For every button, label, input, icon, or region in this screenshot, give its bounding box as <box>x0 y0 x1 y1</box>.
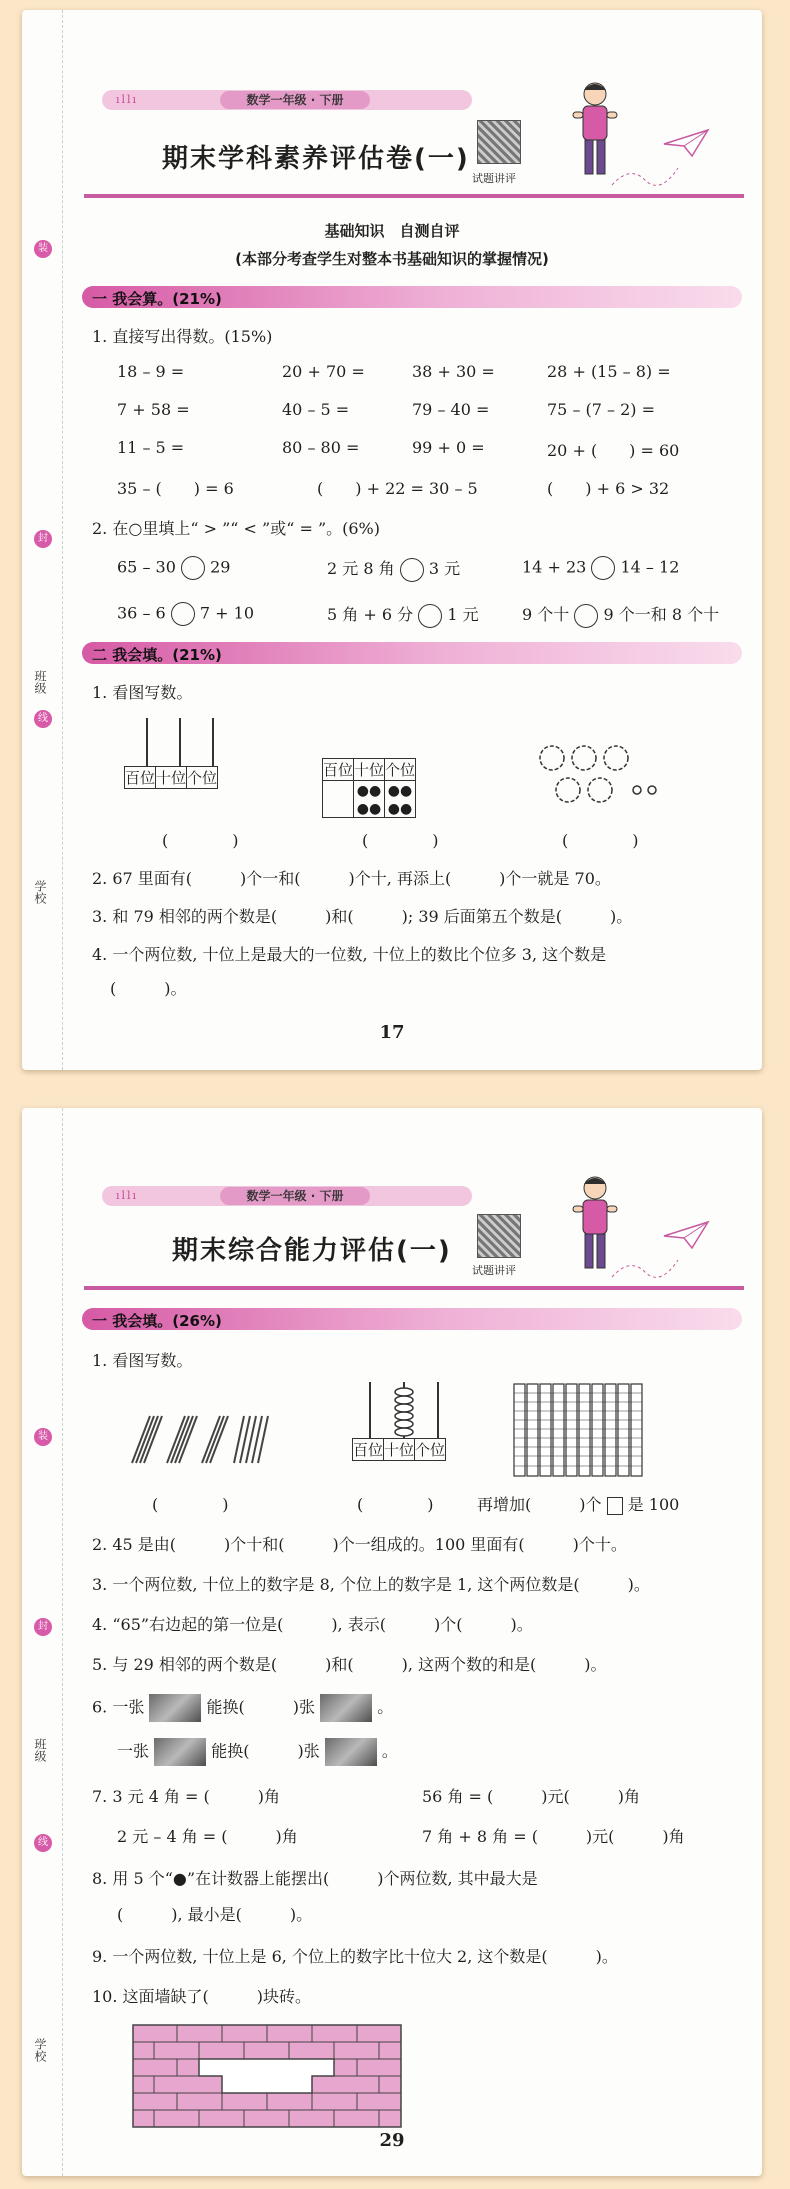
title-underline <box>84 194 744 198</box>
compare-item <box>117 556 230 580</box>
section-header-2 <box>82 642 742 664</box>
margin-label-class: 班级 <box>33 670 47 694</box>
compare-item <box>327 602 479 628</box>
pv-cell <box>323 781 354 818</box>
question-7c: 2 元 – 4 角 = ( )角 <box>117 1827 298 1846</box>
pv-header: 十位 <box>384 1439 415 1461</box>
pv-header: 百位 <box>323 759 354 781</box>
pv-header: 十位 <box>354 759 385 781</box>
calc-item: 20 + 70 = <box>282 362 365 381</box>
calc-item: 40 – 5 = <box>282 400 350 419</box>
question-9: 9. 一个两位数, 十位上是 6, 个位上的数字比十位大 2, 这个数是( )。 <box>92 1947 618 1966</box>
question-7b: 56 角 = ( )元( )角 <box>422 1787 640 1806</box>
compare-right: 3 元 <box>428 559 461 578</box>
qr-code-icon[interactable] <box>477 120 521 164</box>
paper-plane-icon <box>662 128 710 158</box>
add-more-label: 再增加( )个 <box>477 1495 602 1514</box>
question-6b <box>117 1738 398 1766</box>
pv-header: 个位 <box>385 759 416 781</box>
compare-circle[interactable] <box>574 604 598 628</box>
compare-circle[interactable] <box>400 558 424 582</box>
pv-header: 百位 <box>353 1439 384 1461</box>
pv-header: 个位 <box>415 1439 446 1461</box>
question-2: 2. 67 里面有( )个一和( )个十, 再添上( )个一就是 70。 <box>92 869 611 888</box>
worksheet-page-1 <box>22 10 762 1070</box>
header-deco: ıllı <box>116 93 139 106</box>
question-8: 8. 用 5 个“●”在计数器上能摆出( )个两位数, 其中最大是 <box>92 1869 538 1888</box>
compare-circle[interactable] <box>418 604 442 628</box>
question-6a <box>92 1694 393 1722</box>
title-underline <box>84 1286 744 1290</box>
question-8-cont: ( ), 最小是( )。 <box>117 1905 313 1924</box>
compare-left: 14 + 23 <box>522 557 587 577</box>
compare-left: 5 角 + 6 分 <box>327 605 414 624</box>
banknote-image <box>149 1694 201 1722</box>
section-header-1 <box>82 286 742 308</box>
q6-end: 。 <box>377 1697 394 1717</box>
answer-blank[interactable]: ( ) <box>152 1495 229 1514</box>
question-1: 1. 直接写出得数。(15%) <box>92 327 273 346</box>
binding-margin <box>22 1108 63 2176</box>
question-4: 4. “65”右边起的第一位是( ), 表示( )个( )。 <box>92 1615 533 1634</box>
margin-label-school: 学校 <box>33 2038 47 2062</box>
question-10: 10. 这面墙缺了( )块砖。 <box>92 1987 312 2006</box>
answer-blank[interactable]: ( )。 <box>110 979 187 998</box>
calc-item: 80 – 80 = <box>282 438 360 457</box>
compare-right: 9 个一和 8 个十 <box>603 605 720 624</box>
calc-item: ( ) + 6 > 32 <box>547 479 670 498</box>
compare-item <box>327 556 460 582</box>
q6-mid: 能换( )张 <box>206 1697 316 1717</box>
margin-label-class: 班级 <box>33 1738 47 1762</box>
compare-item <box>522 556 679 580</box>
header-deco: ıllı <box>116 1189 139 1202</box>
page-title: 期末综合能力评估(一) <box>172 1236 452 1266</box>
brick-wall-icon <box>132 2024 402 2128</box>
question-3: 3. 和 79 相邻的两个数是( )和( ); 39 后面第五个数是( )。 <box>92 907 633 926</box>
qr-label: 试题讲评 <box>472 172 516 185</box>
question-7d: 7 角 + 8 角 = ( )元( )角 <box>422 1827 685 1846</box>
compare-right: 7 + 10 <box>199 603 255 623</box>
place-value-table <box>352 1438 446 1461</box>
q6-mid: 能换( )张 <box>211 1741 320 1761</box>
question-7a: 7. 3 元 4 角 = ( )角 <box>92 1787 281 1806</box>
calc-item: 75 – (7 – 2) = <box>547 400 656 419</box>
question-5: 5. 与 29 相邻的两个数是( )和( ), 这两个数的和是( )。 <box>92 1655 607 1674</box>
pv-cell: ●● ●● <box>385 781 416 818</box>
qr-label: 试题讲评 <box>472 1264 516 1277</box>
question-1: 1. 看图写数。 <box>92 1351 193 1370</box>
answer-blank[interactable]: ( ) <box>362 831 439 850</box>
answer-blank[interactable]: ( ) <box>562 831 639 850</box>
binding-mark: 线 <box>34 710 52 728</box>
add-more-end: 是 100 <box>627 1495 680 1514</box>
pv-header: 百位 <box>125 767 156 789</box>
page-number: 17 <box>379 1022 405 1043</box>
place-value-chart <box>322 758 416 818</box>
binding-mark: 线 <box>34 1834 52 1852</box>
ten-rods-icon <box>510 1380 650 1480</box>
calc-item: 38 + 30 = <box>412 362 495 381</box>
answer-blank[interactable]: ( ) <box>162 831 239 850</box>
compare-item <box>117 602 254 626</box>
q6-pre: 一张 <box>117 1741 150 1761</box>
compare-left: 9 个十 <box>522 605 570 624</box>
banknote-image <box>325 1738 377 1766</box>
calc-item: 28 + (15 – 8) = <box>547 362 671 381</box>
pv-header: 十位 <box>156 767 187 789</box>
calc-item: 7 + 58 = <box>117 400 190 419</box>
pv-cell: ●● ●● <box>354 781 385 818</box>
page-gap <box>0 1072 790 1106</box>
q6-pre: 6. 一张 <box>92 1697 145 1717</box>
binding-mark: 封 <box>34 1618 52 1636</box>
calc-item: 18 – 9 = <box>117 362 185 381</box>
pv-header: 个位 <box>187 767 218 789</box>
section-note: (本部分考查学生对整本书基础知识的掌握情况) <box>235 250 549 268</box>
compare-left: 65 – 30 <box>117 557 176 577</box>
paper-plane-icon <box>662 1220 710 1250</box>
section-header-1 <box>82 1308 742 1330</box>
banknote-image <box>320 1694 372 1722</box>
flight-path-icon <box>610 160 680 190</box>
flower-counters-icon <box>532 740 672 820</box>
binding-mark: 封 <box>34 530 52 548</box>
compare-left: 36 – 6 <box>117 603 166 623</box>
worksheet-page-2 <box>22 1108 762 2176</box>
question-4: 4. 一个两位数, 十位上是最大的一位数, 十位上的数比个位多 3, 这个数是 <box>92 945 607 964</box>
subtitle: 基础知识 自测自评 <box>324 222 460 240</box>
page-title: 期末学科素养评估卷(一) <box>162 144 470 174</box>
qr-code-icon[interactable] <box>477 1214 521 1258</box>
stick-bundles-icon <box>122 1408 282 1468</box>
binding-mark: 装 <box>34 240 52 258</box>
header-tag <box>102 90 472 110</box>
section-title: 一 我会填。(26%) <box>92 1312 222 1330</box>
place-value-table <box>124 766 218 789</box>
section-title: 二 我会填。(21%) <box>92 646 222 664</box>
calc-item: 35 – ( ) = 6 <box>117 479 234 498</box>
question-1: 1. 看图写数。 <box>92 683 193 702</box>
compare-circle[interactable] <box>591 556 615 580</box>
header-tag <box>102 1186 472 1206</box>
binding-mark: 装 <box>34 1428 52 1446</box>
calc-item: 11 – 5 = <box>117 438 185 457</box>
question-3: 3. 一个两位数, 十位上的数字是 8, 个位上的数字是 1, 这个两位数是( )。 <box>92 1575 650 1594</box>
abacus-icon <box>352 1380 462 1440</box>
flight-path-icon <box>610 1252 680 1282</box>
margin-label-school: 学校 <box>33 880 47 904</box>
compare-item <box>522 602 719 628</box>
question-2: 2. 45 是由( )个十和( )个一组成的。100 里面有( )个十。 <box>92 1535 627 1554</box>
compare-circle[interactable] <box>181 556 205 580</box>
compare-right: 1 元 <box>447 605 479 624</box>
banknote-image <box>154 1738 206 1766</box>
q6-end: 。 <box>381 1741 398 1761</box>
section-title: 一 我会算。(21%) <box>92 290 222 308</box>
page-number: 29 <box>379 2130 405 2151</box>
grade-label: 数学一年级 · 下册 <box>220 91 370 109</box>
compare-right: 14 – 12 <box>620 557 680 577</box>
answer-blank[interactable]: ( ) <box>357 1495 434 1514</box>
calc-item: 20 + ( ) = 60 <box>547 441 680 460</box>
question-2: 2. 在○里填上“ > ”“ < ”或“ = ”。(6%) <box>92 519 380 538</box>
cube-icon <box>607 1497 623 1515</box>
calc-item: 79 – 40 = <box>412 400 490 419</box>
calc-item: ( ) + 22 = 30 – 5 <box>317 479 478 498</box>
compare-circle[interactable] <box>171 602 195 626</box>
add-more-text <box>477 1492 679 1515</box>
compare-right: 29 <box>210 557 231 577</box>
calc-item: 99 + 0 = <box>412 438 485 457</box>
compare-left: 2 元 8 角 <box>327 559 395 578</box>
grade-label: 数学一年级 · 下册 <box>220 1187 370 1205</box>
